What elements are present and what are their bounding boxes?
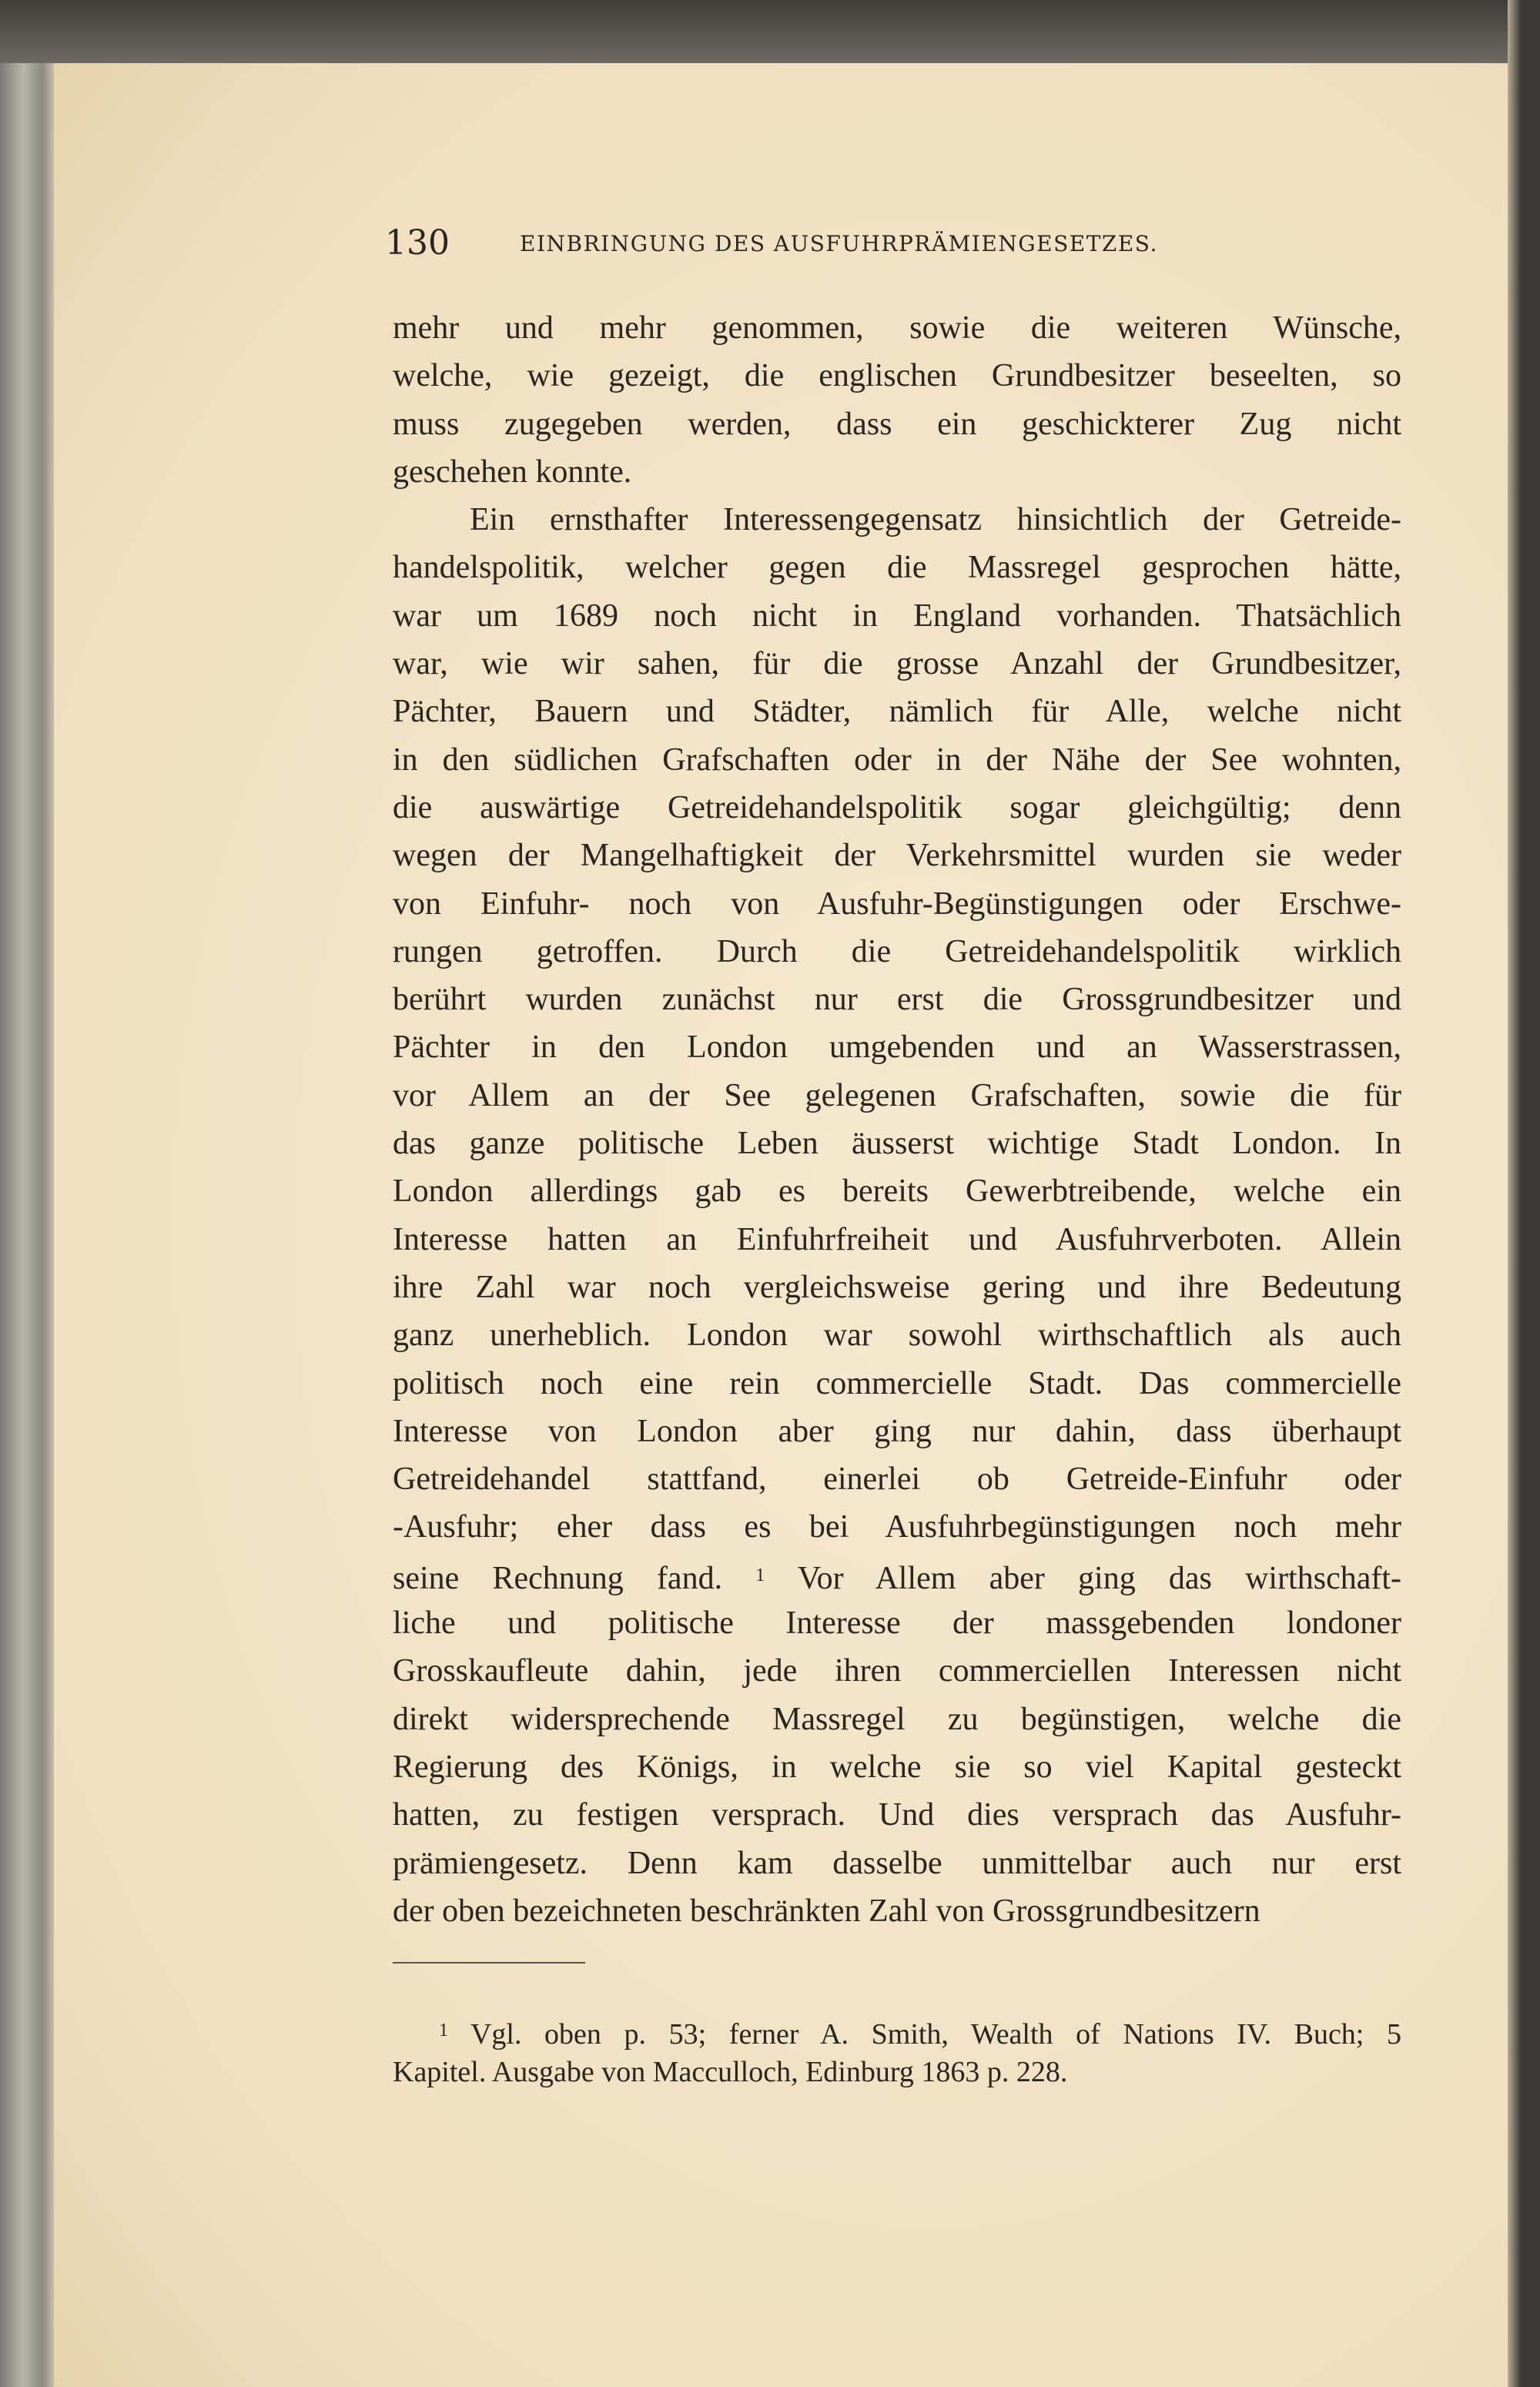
text-line: Pächter, Bauern und Städter, nämlich für Alle, welche nicht bbox=[393, 694, 1401, 730]
text-line: das ganze politische Leben äusserst wichtige Stadt London. In bbox=[393, 1126, 1401, 1162]
running-title: EINBRINGUNG DES AUSFUHRPRÄMIENGESETZES. bbox=[520, 231, 1158, 256]
footnote-line bbox=[393, 2010, 1401, 2051]
footnotes bbox=[393, 2010, 1401, 2093]
footnote-divider bbox=[393, 1962, 585, 1964]
text-line: Interesse hatten an Einfuhrfreiheit und Ausfuhrverboten. Allein bbox=[393, 1221, 1401, 1257]
text-line: der oben bezeichneten beschränkten Zahl von Grossgrundbesitzern bbox=[393, 1893, 1260, 1929]
text-line: politisch noch eine rein commercielle Stadt. Das commercielle bbox=[393, 1365, 1401, 1401]
text-line: geschehen konnte. bbox=[393, 454, 632, 490]
text-line bbox=[393, 1552, 1401, 1599]
text-segment: Vor Allem aber ging das wirthschaft- bbox=[797, 1560, 1401, 1596]
text-line: -Ausfuhr; eher dass es bei Ausfuhrbegünstigungen noch mehr bbox=[393, 1509, 1401, 1545]
text-line: in den südlichen Grafschaften oder in der Nähe der See wohnten, bbox=[393, 742, 1401, 778]
scanner-right-edge bbox=[1508, 0, 1540, 2387]
text-line: Regierung des Königs, in welche sie so viel Kapital gesteckt bbox=[393, 1749, 1401, 1785]
text-line: Pächter in den London umgebenden und an Wasserstrassen, bbox=[393, 1029, 1401, 1066]
text-line: Ein ernsthafter Interessengegensatz hinsichtlich der Getreide- bbox=[470, 502, 1401, 538]
text-line: Interesse von London aber ging nur dahin, dass überhaupt bbox=[393, 1413, 1401, 1449]
text-line: Grosskaufleute dahin, jede ihren commerciellen Interessen nicht bbox=[393, 1653, 1401, 1689]
text-line: die auswärtige Getreidehandelspolitik sogar gleichgültig; denn bbox=[393, 789, 1401, 825]
text-line: war, wie wir sahen, für die grosse Anzahl der Grundbesitzer, bbox=[393, 646, 1401, 682]
text-line: liche und politische Interesse der massgebenden londoner bbox=[393, 1605, 1401, 1642]
text-segment: seine Rechnung fand. bbox=[393, 1560, 723, 1596]
body-text bbox=[393, 304, 1401, 1935]
text-line: Getreidehandel stattfand, einerlei ob Getreide-Einfuhr oder bbox=[393, 1461, 1401, 1498]
text-line: muss zugegeben werden, dass ein geschickterer Zug nicht bbox=[393, 406, 1401, 442]
text-line: handelspolitik, welcher gegen die Massregel gesprochen hätte, bbox=[393, 550, 1401, 586]
text-line: ihre Zahl war noch vergleichsweise gering und ihre Bedeutung bbox=[393, 1269, 1401, 1305]
text-line: hatten, zu festigen versprach. Und dies versprach das Ausfuhr- bbox=[393, 1797, 1401, 1833]
text-line: prämiengesetz. Denn kam dasselbe unmittelbar auch nur erst bbox=[393, 1845, 1401, 1881]
text-line: direkt widersprechende Massregel zu begünstigen, welche die bbox=[393, 1701, 1401, 1737]
scanner-top-edge bbox=[0, 0, 1540, 63]
footnote-line: Kapitel. Ausgabe von Macculloch, Edinburg 1863 p. 228. bbox=[393, 2056, 1068, 2088]
footnote-text: Vgl. oben p. 53; ferner A. Smith, Wealth of Nations IV. Buch; 5 bbox=[470, 2018, 1401, 2051]
text-line: ganz unerheblich. London war sowohl wirthschaftlich als auch bbox=[393, 1317, 1401, 1354]
text-line: mehr und mehr genommen, sowie die weiteren Wünsche, bbox=[393, 310, 1401, 346]
text-line: von Einfuhr- noch von Ausfuhr-Begünstigungen oder Erschwe- bbox=[393, 886, 1401, 922]
text-line: berührt wurden zunächst nur erst die Grossgrundbesitzer und bbox=[393, 982, 1401, 1018]
page-number: 130 bbox=[385, 223, 450, 263]
footnote-marker: 1 bbox=[439, 2020, 448, 2040]
footnote-reference: 1 bbox=[755, 1565, 765, 1585]
text-line: vor Allem an der See gelegenen Grafschaften, sowie die für bbox=[393, 1077, 1401, 1113]
text-line: welche, wie gezeigt, die englischen Grundbesitzer beseelten, so bbox=[393, 358, 1401, 394]
text-line: rungen getroffen. Durch die Getreidehandelspolitik wirklich bbox=[393, 933, 1401, 969]
text-line: London allerdings gab es bereits Gewerbtreibende, welche ein bbox=[393, 1173, 1401, 1210]
text-line: wegen der Mangelhaftigkeit der Verkehrsmittel wurden sie weder bbox=[393, 838, 1401, 874]
text-line: war um 1689 noch nicht in England vorhanden. Thatsächlich bbox=[393, 598, 1401, 634]
